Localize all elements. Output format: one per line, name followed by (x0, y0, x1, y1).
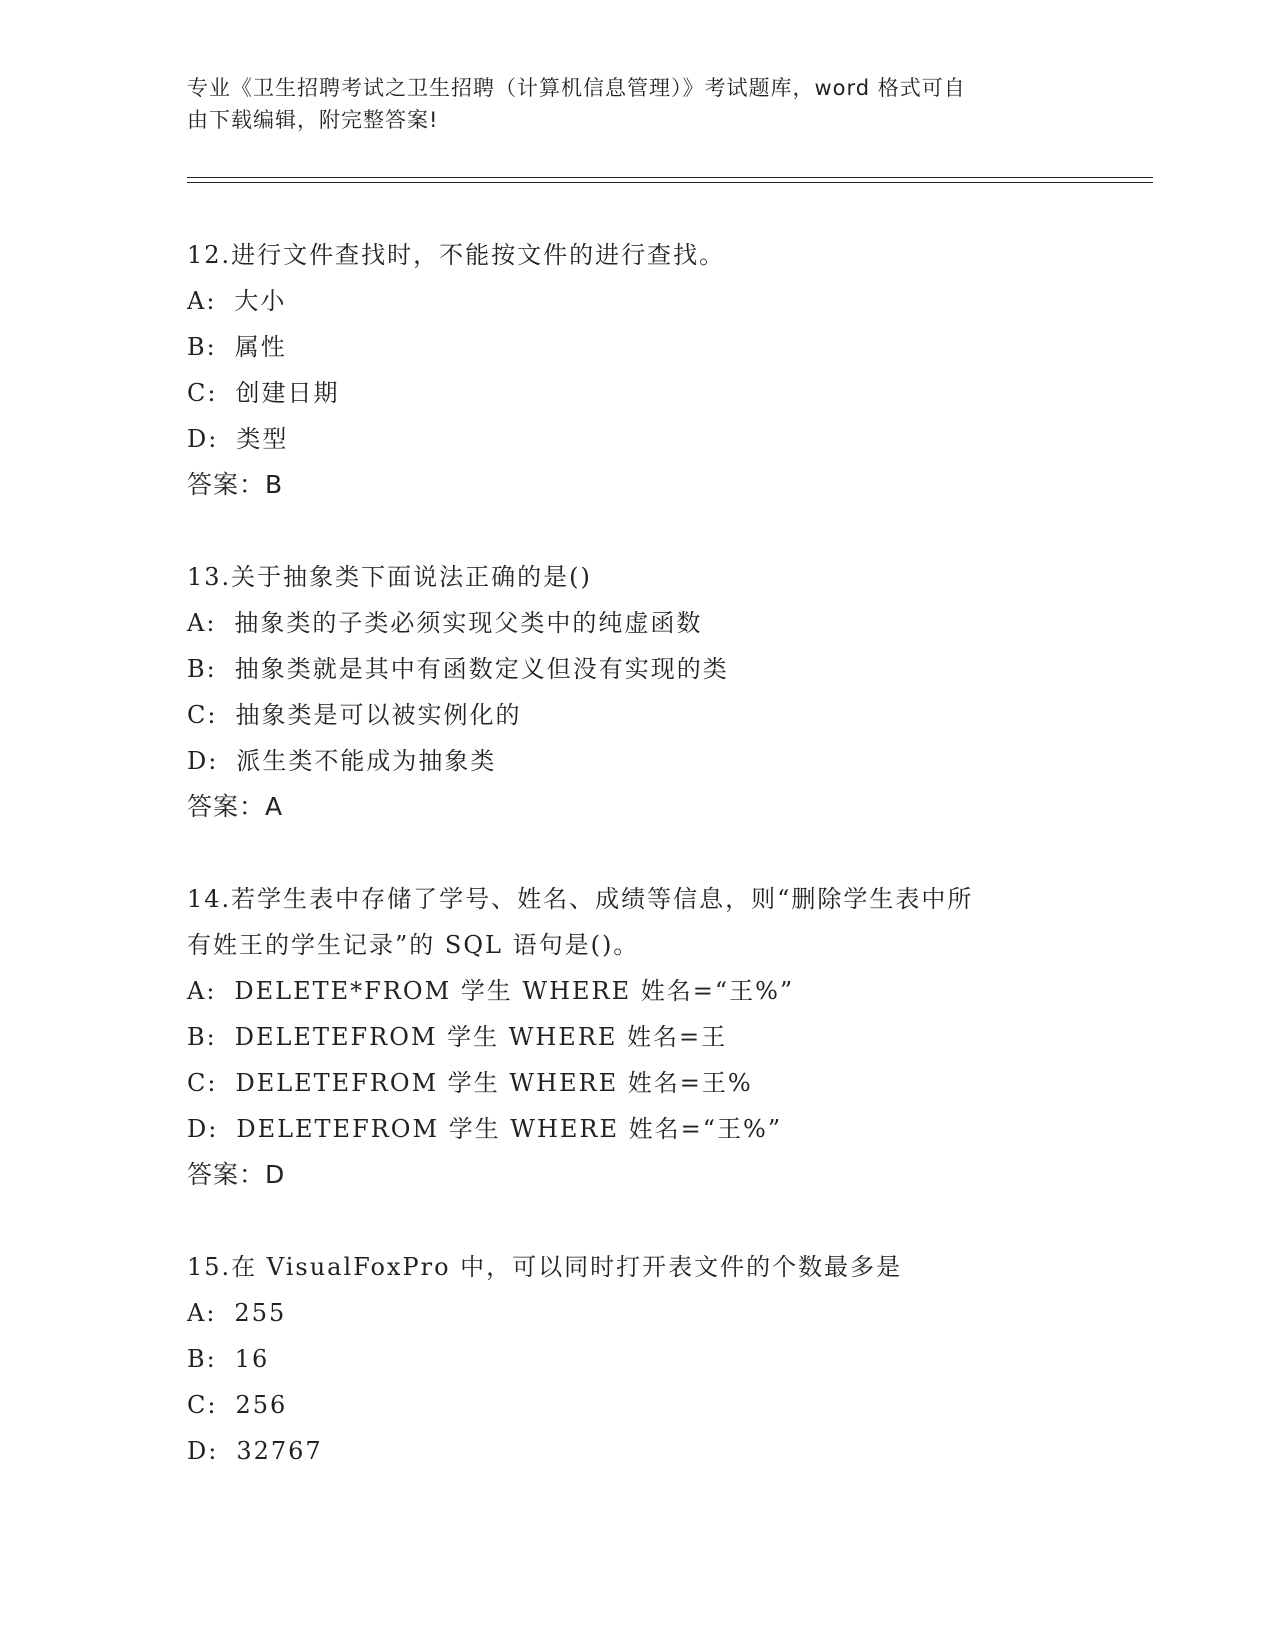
option-text: 32767 (236, 1437, 323, 1465)
question-stem: 12.进行文件查找时，不能按文件的进行查找。 (187, 241, 726, 269)
answer-option (187, 278, 1087, 324)
option-letter: A: (187, 609, 217, 637)
option-text: DELETEFROM 学生 WHERE 姓名=王% (235, 1069, 753, 1097)
option-text: 派生类不能成为抽象类 (236, 747, 497, 775)
header-divider (187, 182, 1153, 183)
option-letter: B: (187, 1023, 217, 1051)
question-stem: 14.若学生表中存储了学号、姓名、成绩等信息，则“删除学生表中所 (187, 885, 974, 913)
answer-option (187, 1290, 1087, 1336)
option-text: DELETEFROM 学生 WHERE 姓名=“王%” (236, 1115, 783, 1143)
question-stem: 15.在 VisualFoxPro 中，可以同时打开表文件的个数最多是 (187, 1253, 903, 1281)
option-letter: D: (187, 1437, 219, 1465)
answer-option (187, 600, 1087, 646)
option-text: 创建日期 (235, 379, 340, 407)
answer-option (187, 646, 1087, 692)
question-block (187, 876, 1087, 1198)
option-text: 255 (234, 1299, 287, 1327)
answer-option (187, 1014, 1087, 1060)
answer-option (187, 416, 1087, 462)
option-text: DELETEFROM 学生 WHERE 姓名=王 (234, 1023, 728, 1051)
option-text: 16 (234, 1345, 270, 1373)
option-text: 属性 (234, 333, 287, 361)
answer-option (187, 738, 1087, 784)
option-letter: D: (187, 425, 219, 453)
answer-option (187, 1336, 1087, 1382)
option-letter: C: (187, 1069, 218, 1097)
answer-key: 答案：D (187, 1160, 286, 1189)
header-divider (187, 177, 1153, 178)
question-stem: 有姓王的学生记录”的 SQL 语句是()。 (187, 931, 640, 959)
question-block (187, 1244, 1087, 1474)
intro-line: 专业《卫生招聘考试之卫生招聘（计算机信息管理）》考试题库，word 格式可自 (187, 76, 966, 100)
answer-key: 答案：A (187, 792, 284, 821)
question-block (187, 554, 1087, 830)
option-letter: C: (187, 1391, 218, 1419)
option-letter: C: (187, 379, 218, 407)
option-text: 类型 (236, 425, 289, 453)
option-text: 大小 (234, 287, 287, 315)
option-letter: B: (187, 333, 217, 361)
answer-option (187, 1428, 1087, 1474)
option-letter: A: (187, 977, 217, 1005)
option-letter: B: (187, 1345, 217, 1373)
option-letter: A: (187, 287, 217, 315)
answer-option (187, 1382, 1087, 1428)
answer-option (187, 1060, 1087, 1106)
option-text: 抽象类的子类必须实现父类中的纯虚函数 (234, 609, 703, 637)
question-stem: 13.关于抽象类下面说法正确的是() (187, 563, 592, 591)
answer-option (187, 324, 1087, 370)
answer-option (187, 1106, 1087, 1152)
option-text: 抽象类是可以被实例化的 (235, 701, 522, 729)
option-text: 抽象类就是其中有函数定义但没有实现的类 (234, 655, 729, 683)
option-letter: D: (187, 747, 219, 775)
answer-option (187, 692, 1087, 738)
question-list (187, 232, 1087, 1520)
option-letter: C: (187, 701, 218, 729)
answer-option (187, 968, 1087, 1014)
option-letter: A: (187, 1299, 217, 1327)
option-letter: B: (187, 655, 217, 683)
answer-key: 答案：B (187, 470, 284, 499)
question-block (187, 232, 1087, 508)
option-text: 256 (235, 1391, 288, 1419)
document-intro (187, 72, 1087, 136)
option-text: DELETE*FROM 学生 WHERE 姓名=“王%” (234, 977, 795, 1005)
intro-line: 由下载编辑，附完整答案! (187, 108, 439, 132)
option-letter: D: (187, 1115, 219, 1143)
answer-option (187, 370, 1087, 416)
